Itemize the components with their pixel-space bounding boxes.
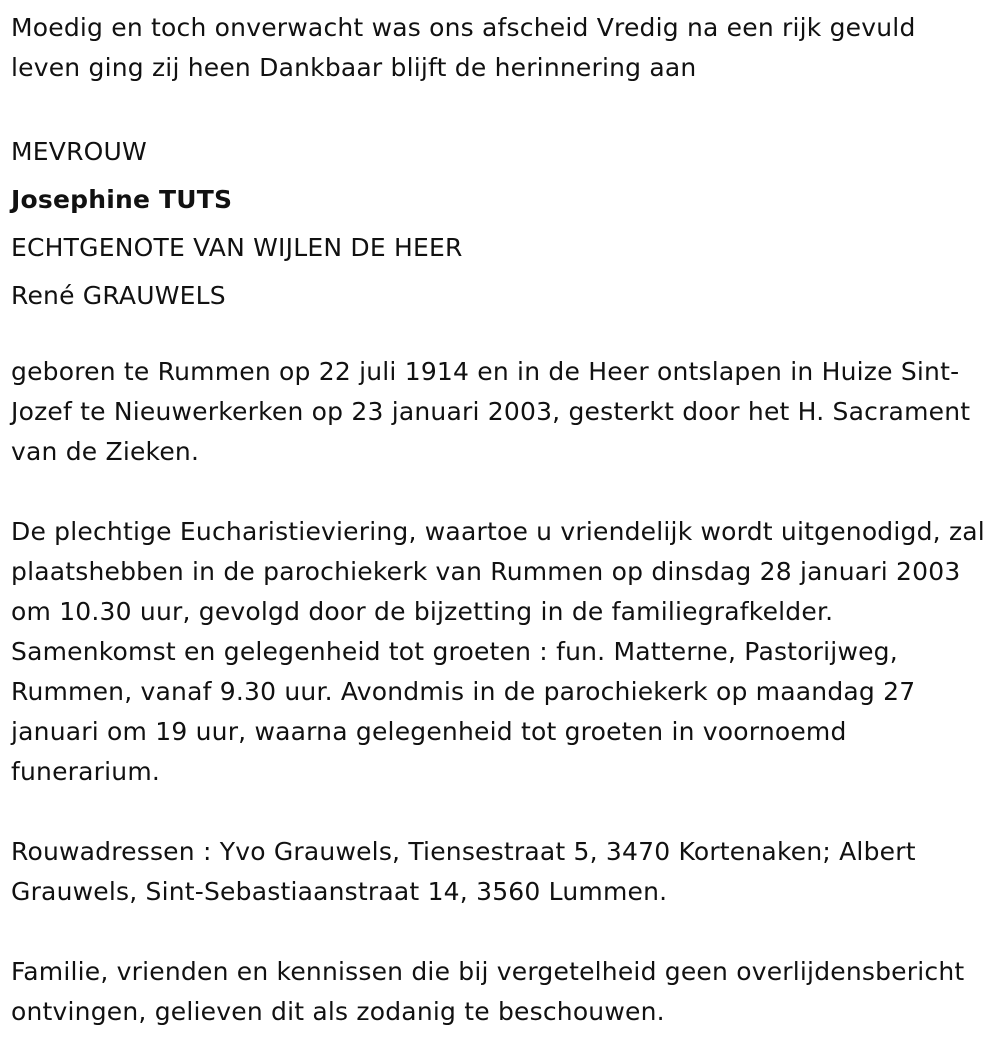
title-prefix: MEVROUW <box>11 137 147 166</box>
birth-death-text: geboren te Rummen op 22 juli 1914 en in de Heer ontslapen in Huize Sint-Jozef te Nieuwerkerken op 23 januari 2003, gesterkt door het H. Sacrament van de Zieken. <box>11 357 971 466</box>
name-block <box>11 128 991 320</box>
spouse-name: René GRAUWELS <box>11 281 226 310</box>
deceased-name: Josephine TUTS <box>11 185 233 214</box>
intro-text: Moedig en toch onverwacht was ons afscheid Vredig na een rijk gevuld leven ging zij heen Dankbaar blijft de herinnering aan <box>11 13 916 82</box>
ceremony-text: De plechtige Eucharistieviering, waartoe u vriendelijk wordt uitgenodigd, zal plaatshebben in de parochiekerk van Rummen op dinsdag 28 januari 2003 om 10.30 uur, gevolgd door de bijzetting in de familiegrafkelder. Samenkomst en gelegenheid tot groeten : fun. Matterne, Pastorijweg, Rummen, vanaf 9.30 uur. Avondmis in de parochiekerk op maandag 27 januari om 19 uur, waarna gelegenheid tot groeten in voornoemd funerarium. <box>11 517 985 786</box>
closing-text: Familie, vrienden en kennissen die bij vergetelheid geen overlijdensbericht ontvingen, gelieven dit als zodanig te beschouwen. <box>11 957 965 1026</box>
addresses-text: Rouwadressen : Yvo Grauwels, Tiensestraat 5, 3470 Kortenaken; Albert Grauwels, Sint-Sebastiaanstraat 14, 3560 Lummen. <box>11 837 916 906</box>
obituary-notice <box>11 8 991 1032</box>
spouse-prefix: ECHTGENOTE VAN WIJLEN DE HEER <box>11 233 463 262</box>
